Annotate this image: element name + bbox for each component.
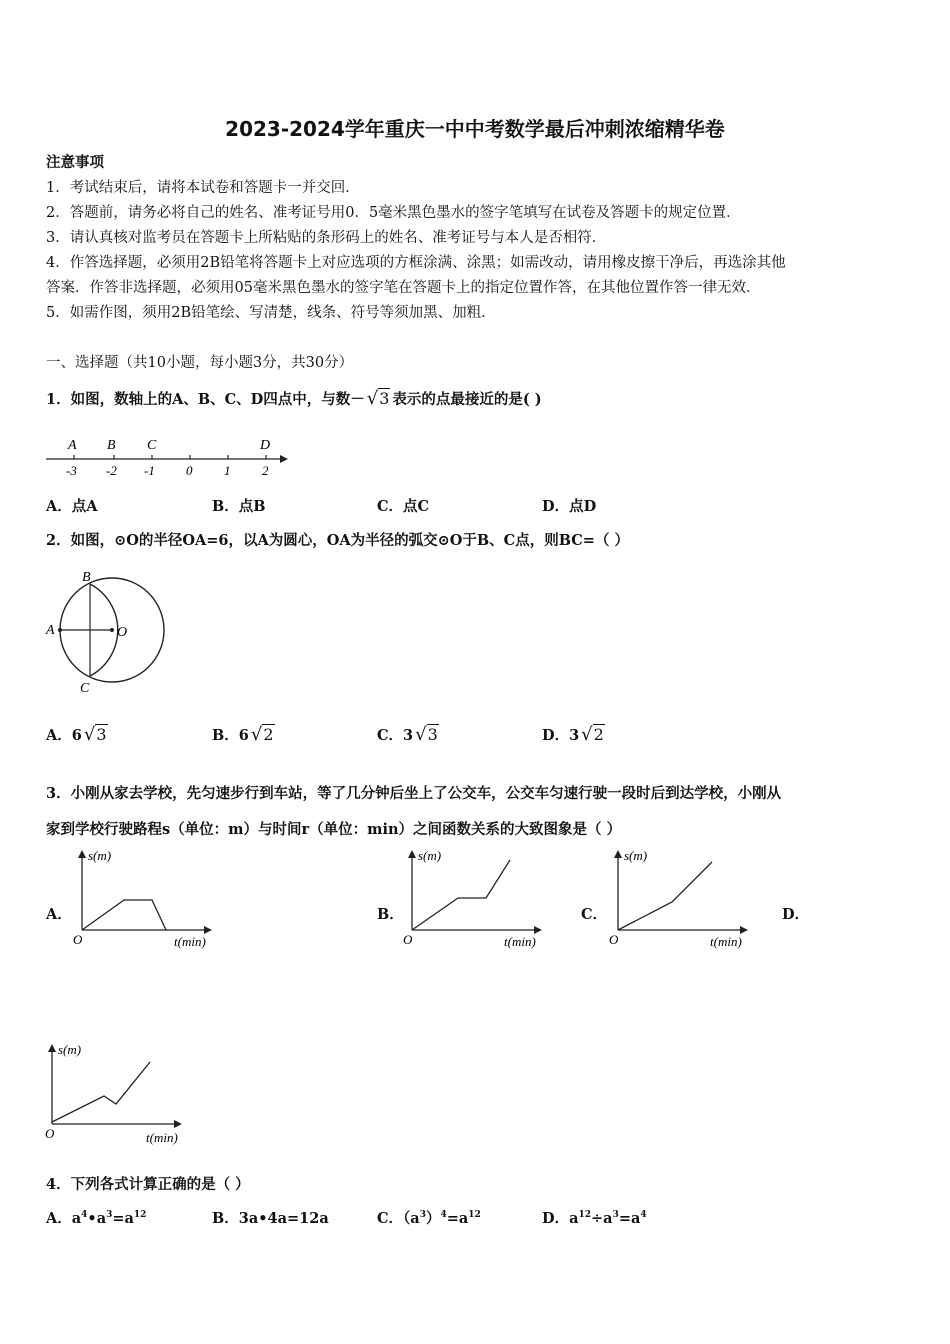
number-line-figure — [44, 432, 294, 480]
q2-option-c[interactable]: C．3 √3 — [377, 724, 438, 745]
q3-graph-c — [606, 846, 756, 952]
notice-item: 2．答题前，请务必将自己的姓名、准考证号用0．5毫米黑色墨水的签字笔填写在试卷及答题卡的规定位置． — [46, 205, 741, 221]
figure-label: O — [117, 625, 128, 640]
axis-point-label: C — [147, 438, 157, 453]
q1-option-c[interactable]: C．点C — [377, 498, 430, 515]
question-1-stem: 1．如图，数轴上的A、B、C、D四点中，与数－ √3 表示的点最接近的是( ) — [46, 388, 542, 409]
q2-option-d[interactable]: D．3 √2 — [542, 724, 604, 745]
svg-text:s(m): s(m) — [88, 848, 112, 863]
axis-tick-label: 2 — [262, 463, 269, 478]
section-heading: 一、选择题（共10小题，每小题3分，共30分） — [46, 355, 354, 371]
q1-option-d[interactable]: D．点D — [542, 498, 597, 515]
question-4-stem: 4．下列各式计算正确的是（ ） — [46, 1176, 250, 1193]
circle-figure — [44, 568, 168, 696]
page-title: 2023-2024学年重庆一中中考数学最后冲刺浓缩精华卷 — [225, 117, 725, 141]
q4-option-c[interactable]: C．$(a^3)^4=a^{12}$ — [377, 1210, 481, 1227]
q3-graph-b — [400, 846, 550, 952]
svg-text:t(min): t(min) — [146, 1130, 178, 1145]
svg-text:O: O — [45, 1126, 55, 1141]
svg-text:O: O — [73, 932, 83, 947]
q3-option-a[interactable]: A． — [46, 906, 72, 923]
q3-option-b[interactable]: B． — [377, 906, 404, 923]
axis-tick-label: 1 — [224, 463, 231, 478]
question-3-stem-2: 家到学校行驶路程s（单位：m）与时间r（单位：min）之间函数关系的大致图象是（ ） — [46, 821, 622, 838]
axis-point-label: D — [260, 438, 271, 453]
q3-graph-d — [40, 1040, 190, 1146]
notice-item: 答案．作答非选择题，必须用05毫米黑色墨水的签字笔在答题卡上的指定位置作答，在其他位置作答一律无效． — [46, 280, 761, 296]
svg-text:O: O — [403, 932, 413, 947]
q3-option-c[interactable]: C． — [581, 906, 608, 923]
figure-label: B — [82, 570, 91, 585]
q1-option-a[interactable]: A．点A — [46, 498, 98, 515]
figure-label: C — [80, 681, 90, 696]
q4-option-d[interactable]: D．$a^{12}\div a^3=a^4$ — [542, 1210, 647, 1227]
svg-text:s(m): s(m) — [58, 1042, 82, 1057]
figure-label: A — [46, 623, 55, 638]
q4-option-b[interactable]: B．3a•4a=12a — [212, 1210, 329, 1227]
notice-item: 3．请认真核对监考员在答题卡上所粘贴的条形码上的姓名、准考证号与本人是否相符． — [46, 230, 607, 246]
svg-text:s(m): s(m) — [418, 848, 442, 863]
q3-option-d[interactable]: D． — [782, 906, 810, 923]
notice-item: 1．考试结束后，请将本试卷和答题卡一并交回． — [46, 180, 360, 196]
notice-heading: 注意事项 — [46, 154, 104, 171]
svg-text:s(m): s(m) — [624, 848, 648, 863]
svg-text:t(min): t(min) — [504, 934, 536, 949]
axis-tick-label: 0 — [186, 463, 193, 478]
axis-point-label: A — [68, 438, 77, 453]
notice-item: 4．作答选择题，必须用2B铅笔将答题卡上对应选项的方框涂满、涂黑；如需改动，请用橡皮擦干净后，再选涂其他 — [46, 255, 786, 271]
question-3-stem-1: 3．小刚从家去学校，先匀速步行到车站，等了几分钟后坐上了公交车，公交车匀速行驶一段时后到达学校，小刚从 — [46, 785, 782, 802]
axis-tick-label: -2 — [106, 463, 117, 478]
axis-tick-label: -1 — [144, 463, 155, 478]
svg-text:t(min): t(min) — [174, 934, 206, 949]
question-2-stem: 2．如图，⊙O的半径OA=6，以A为圆心，OA为半径的弧交⊙O于B、C点，则BC=（ ） — [46, 532, 629, 549]
q4-option-a[interactable]: A．$a^4•a^3=a^{12}$ — [46, 1210, 147, 1227]
q2-option-a[interactable]: A．6 √3 — [46, 724, 107, 745]
q3-graph-a — [70, 846, 220, 952]
q2-option-b[interactable]: B．6 √2 — [212, 724, 274, 745]
notice-item: 5．如需作图，须用2B铅笔绘、写清楚，线条、符号等须加黑、加粗． — [46, 305, 496, 321]
svg-text:t(min): t(min) — [710, 934, 742, 949]
svg-text:O: O — [609, 932, 619, 947]
axis-tick-label: -3 — [66, 463, 77, 478]
q1-option-b[interactable]: B．点B — [212, 498, 266, 515]
axis-point-label: B — [107, 438, 116, 453]
